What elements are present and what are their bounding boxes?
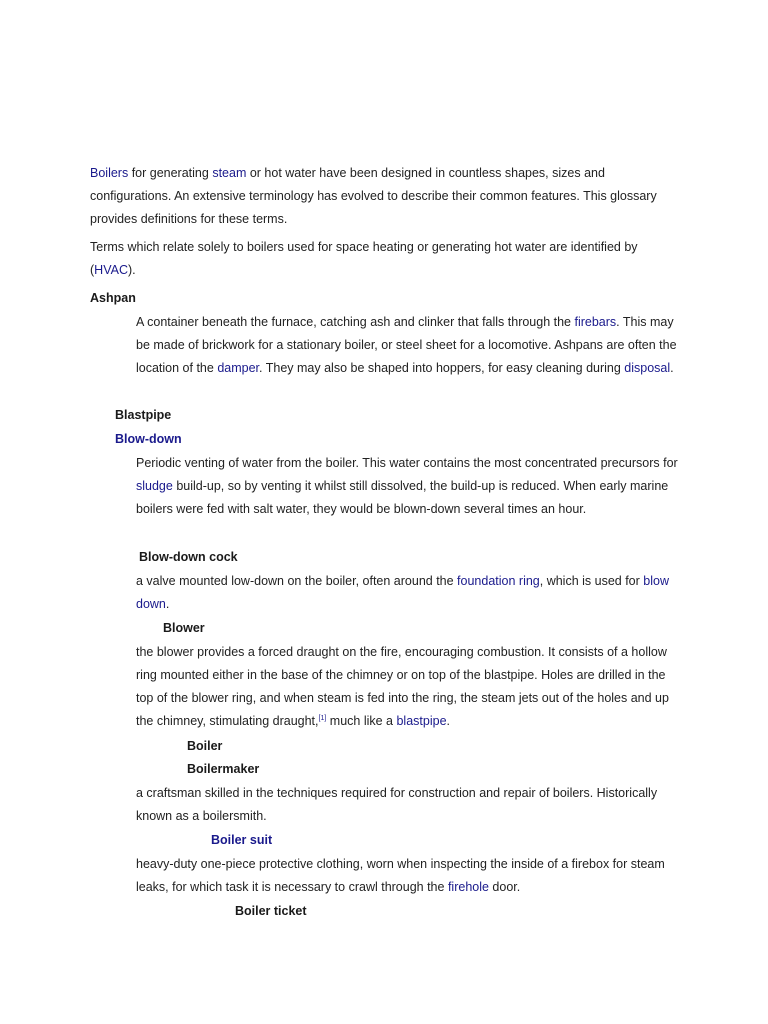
definition-text: build-up, so by venting it whilst still dissolved, the build-up is reduced. When early marine boilers were fed with salt water, they would be blown-down several times an hour.: [136, 479, 669, 516]
term-boiler: Boiler: [187, 739, 223, 753]
definition-blower: [136, 641, 681, 733]
term-boiler-suit-link[interactable]: Boiler suit: [211, 833, 273, 847]
steam-link[interactable]: steam: [212, 166, 247, 180]
definition-text: heavy-duty one-piece protective clothing, worn when inspecting the inside of a firebox for steam leaks, for which task it is necessary to crawl through the: [136, 857, 665, 894]
definition-text: .: [670, 361, 674, 375]
definition-ashpan: [136, 311, 681, 380]
definition-text: . They may also be shaped into hoppers, for easy cleaning during: [259, 361, 625, 375]
definition-blow-down-cock: [136, 570, 681, 616]
definition-text: a craftsman skilled in the techniques required for construction and repair of boilers. Historically known as a boilersmith.: [136, 786, 658, 823]
foundation-ring-link[interactable]: foundation ring: [457, 574, 540, 588]
hvac-link[interactable]: HVAC: [94, 263, 128, 277]
definition-text: A container beneath the furnace, catching ash and clinker that falls through the: [136, 315, 575, 329]
boilers-link[interactable]: Boilers: [90, 166, 129, 180]
definition-text: the blower provides a forced draught on the fire, encouraging combustion. It consists of a hollow ring mounted either in the base of the chimney or on top of the blastpipe. Holes are drilled in the top of the blower ring, and when steam is fed into the ring, the steam jets out of the holes and up the chimney, stimulating draught,: [136, 645, 669, 728]
intro-text: for generating: [128, 166, 213, 180]
definition-text: a valve mounted low-down on the boiler, often around the: [136, 574, 458, 588]
intro-text: or hot water have been designed in countless shapes, sizes and configurations. An extensive terminology has evolved to describe their common features. This glossary provides definitions for these terms.: [90, 166, 657, 226]
definition-text: .: [165, 597, 170, 611]
term-blow-down-cock: Blow-down cock: [139, 550, 238, 564]
firebars-link[interactable]: firebars: [574, 315, 617, 329]
definition-text: door.: [488, 880, 521, 894]
term-blower: Blower: [163, 621, 205, 635]
hvac-note-text: Terms which relate solely to boilers used for space heating or generating hot water are identified by (: [90, 240, 638, 277]
reference-1-link[interactable]: [1]: [318, 714, 327, 722]
term-boiler-ticket: Boiler ticket: [235, 904, 307, 918]
sludge-link[interactable]: sludge: [136, 479, 173, 493]
definition-boilermaker: [136, 782, 681, 828]
term-boilermaker: Boilermaker: [187, 762, 260, 776]
blow-down-link[interactable]: blow down: [136, 574, 669, 611]
definition-text: . This may be made of brickwork for a stationary boiler, or steel sheet for a locomotive. Ashpans are often the location of the: [136, 315, 677, 375]
term-blastpipe: Blastpipe: [115, 408, 172, 422]
hvac-note-paragraph: [90, 236, 680, 282]
definition-text: .: [446, 714, 451, 728]
definition-text: Periodic venting of water from the boiler. This water contains the most concentrated precursors for: [136, 456, 678, 470]
definition-text: , which is used for: [539, 574, 644, 588]
hvac-note-text: ).: [127, 263, 136, 277]
definition-blow-down: [136, 452, 681, 521]
firehole-link[interactable]: firehole: [447, 880, 489, 894]
definition-text: much like a: [326, 714, 397, 728]
disposal-link[interactable]: disposal: [624, 361, 671, 375]
intro-paragraph: [90, 162, 680, 231]
damper-link[interactable]: damper: [217, 361, 260, 375]
definition-boiler-suit: [136, 853, 681, 899]
term-ashpan: Ashpan: [90, 291, 136, 305]
term-blow-down-link[interactable]: Blow-down: [115, 432, 182, 446]
blastpipe-link[interactable]: blastpipe: [396, 714, 447, 728]
